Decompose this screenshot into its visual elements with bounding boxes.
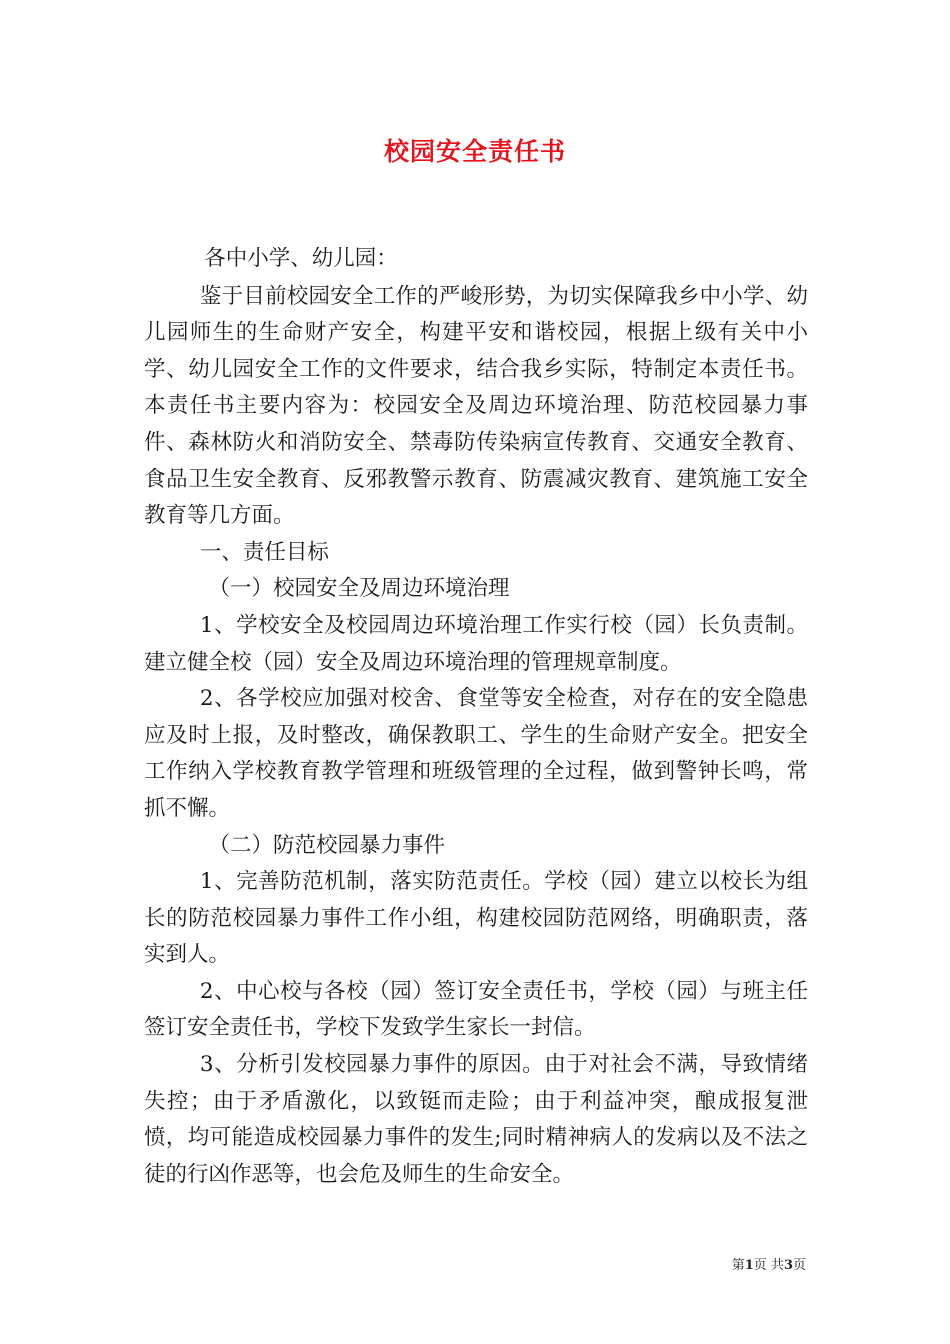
page-label-suffix: 页 [792, 1258, 806, 1273]
page-label-prefix: 第 [731, 1258, 745, 1273]
section-heading: 一、责任目标 [199, 539, 329, 565]
intro-paragraph: 鉴于目前校园安全工作的严峻形势，为切实保障我乡中小学、幼儿园师生的生命财产安全，构建平安和谐校园，根据上级有关中小学、幼儿园安全工作的文件要求，结合我乡实际，特制定本责任书。本责任书主要内容为：校园安全及周边环境治理、防范校园暴力事件、森林防火和消防安全、禁毒防传染病宣传教育、交通安全教育、食品卫生安全教育、反邪教警示教育、防震减灾教育、建筑施工安全教育等几方面。 [144, 283, 808, 529]
current-page-number: 1 [744, 1258, 754, 1273]
page-label-mid: 页 共 [753, 1258, 784, 1273]
salutation: 各中小学、幼儿园： [204, 246, 398, 271]
document-title: 校园安全责任书 [383, 137, 566, 166]
subsection-heading: （一）校园安全及周边环境治理 [208, 576, 510, 602]
list-item: 3、分析引发校园暴力事件的原因。由于对社会不满，导致情绪失控；由于矛盾激化，以致铤而走险；由于利益冲突，酿成报复泄愤，均可能造成校园暴力事件的发生;同时精神病人的发病以及不法之徒的行凶作恶等，也会危及师生的生命安全。 [144, 1052, 808, 1187]
subsection-heading: （二）防范校园暴力事件 [208, 832, 446, 858]
document-body [144, 241, 808, 1193]
list-item: 1、完善防范机制，落实防范责任。学校（园）建立以校长为组长的防范校园暴力事件工作小组，构建校园防范网络，明确职责，落实到人。 [144, 869, 808, 968]
list-item: 2、中心校与各校（园）签订安全责任书，学校（园）与班主任签订安全责任书，学校下发致学生家长一封信。 [144, 978, 808, 1041]
page-footer [732, 1254, 806, 1273]
total-pages-number: 3 [783, 1258, 793, 1273]
list-item: 1、学校安全及校园周边环境治理工作实行校（园）长负责制。建立健全校（园）安全及周边环境治理的管理规章制度。 [144, 612, 808, 675]
list-item: 2、各学校应加强对校舍、食堂等安全检查，对存在的安全隐患应及时上报，及时整改，确保教职工、学生的生命财产安全。把安全工作纳入学校教育教学管理和班级管理的全过程，做到警钟长鸣，常抓不懈。 [144, 686, 808, 821]
